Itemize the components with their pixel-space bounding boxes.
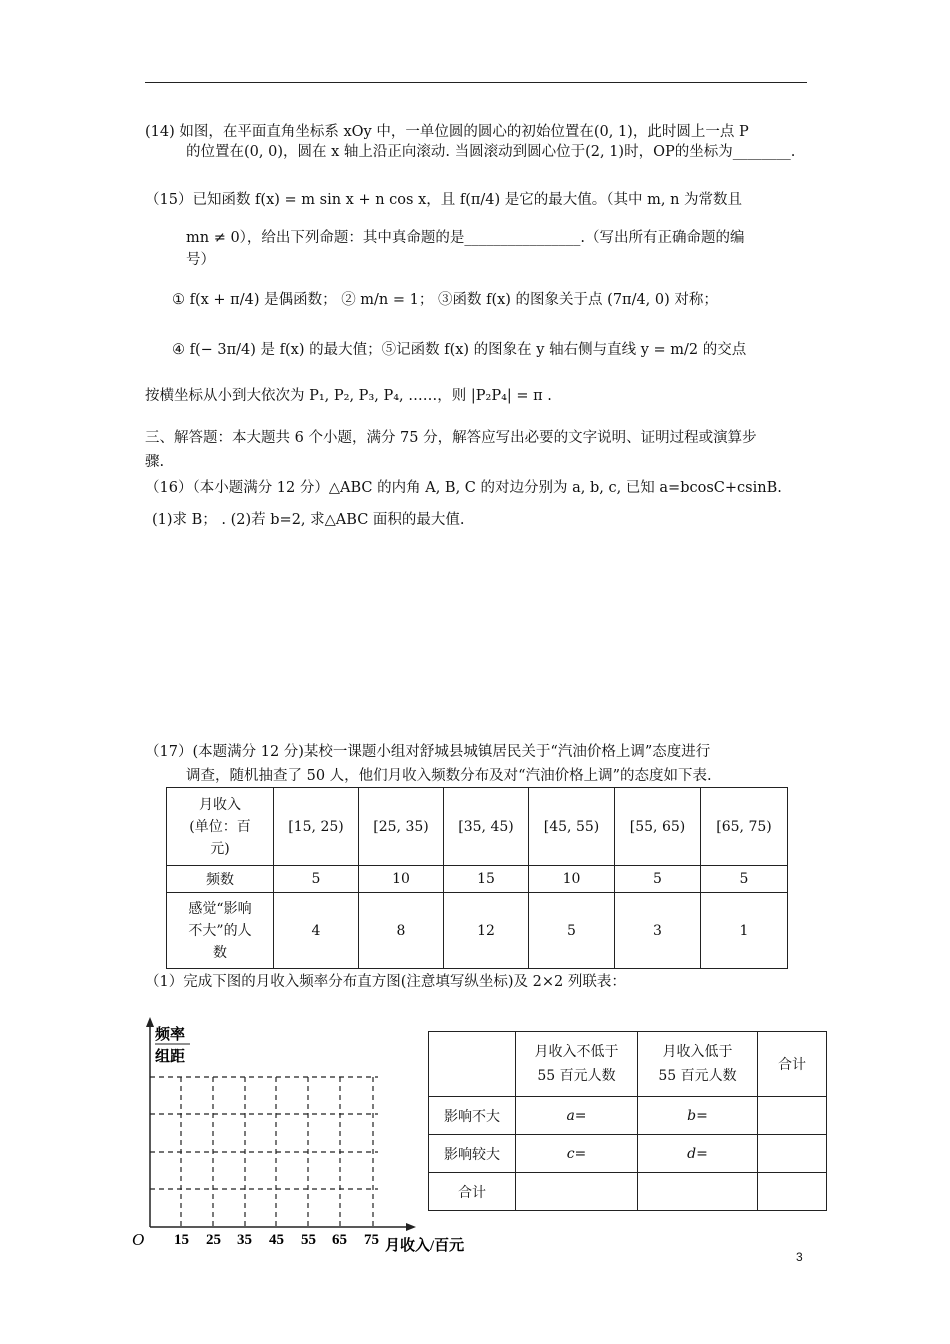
row-label-large-effect: 影响较大 (429, 1135, 516, 1173)
q15-options-3: 按横坐标从小到大依次为 P₁, P₂, P₃, P₄, ……，则 |P₂P₄| = π . (145, 388, 552, 404)
q14-line2: 的位置在(0, 0)，圆在 x 轴上沿正向滚动. 当圆滚动到圆心位于(2, 1)时，OP的坐标为________. (186, 144, 796, 160)
q16-line1: （16）（本小题满分 12 分）△ABC 的内角 A, B, C 的对边分别为 a, b, c, 已知 a=bcosC+csinB. (145, 480, 782, 496)
section3-line1: 三、解答题：本大题共 6 个小题，满分 75 分，解答应写出必要的文字说明、证明过程或演算步 (145, 430, 757, 446)
freq-value: 5 (615, 866, 701, 893)
q15-line2: mn ≠ 0），给出下列命题：其中真命题的是________________.（写出所有正确命题的编 (186, 230, 745, 246)
effect-value: 5 (529, 893, 615, 969)
cell-b: b= (638, 1097, 758, 1135)
cell-empty (638, 1173, 758, 1211)
effect-label: 感觉“影响 不大”的人 数 (167, 893, 274, 969)
page-number: 3 (796, 1250, 803, 1264)
freq-value: 5 (274, 866, 359, 893)
frequency-table (166, 787, 788, 969)
section3-line2: 骤. (145, 454, 165, 470)
freq-value: 10 (359, 866, 444, 893)
freq-value: 5 (701, 866, 788, 893)
header-rule (145, 82, 807, 83)
y-axis-arrow (146, 1017, 154, 1027)
col-header-total: 合计 (758, 1032, 827, 1097)
x-tick-label: 35 (237, 1232, 252, 1248)
effect-value: 4 (274, 893, 359, 969)
interval-cell: [15, 25) (274, 788, 359, 866)
q15-options-2: ④ f(− 3π/4) 是 f(x) 的最大值；⑤记函数 f(x) 的图象在 y 轴右侧与直线 y = m/2 的交点 (172, 342, 747, 358)
row-label-total: 合计 (429, 1173, 516, 1211)
interval-cell: [25, 35) (359, 788, 444, 866)
origin-label: O (132, 1230, 145, 1249)
freq-value: 10 (529, 866, 615, 893)
effect-value: 3 (615, 893, 701, 969)
grid-lines (150, 1077, 378, 1227)
x-axis-arrow (406, 1223, 416, 1231)
interval-cell: [55, 65) (615, 788, 701, 866)
q17-line2: 调查，随机抽查了 50 人，他们月收入频数分布及对“汽油价格上调”的态度如下表. (186, 768, 712, 784)
cell-a: a= (516, 1097, 638, 1135)
contingency-table (428, 1031, 827, 1211)
x-tick-label: 55 (301, 1232, 316, 1248)
x-tick-label: 15 (174, 1232, 189, 1248)
cell-d: d= (638, 1135, 758, 1173)
x-tick-label: 65 (332, 1232, 347, 1248)
col-header-high: 月收入不低于 55 百元人数 (516, 1032, 638, 1097)
effect-value: 8 (359, 893, 444, 969)
x-tick-label: 25 (206, 1232, 221, 1248)
col-header-low: 月收入低于 55 百元人数 (638, 1032, 758, 1097)
cell-empty (758, 1097, 827, 1135)
cell-empty (758, 1173, 827, 1211)
q17-part1: （1）完成下图的月收入频率分布直方图(注意填写纵坐标)及 2×2 列联表： (145, 974, 626, 990)
interval-cell: [35, 45) (444, 788, 529, 866)
q14-line1: (14) 如图，在平面直角坐标系 xOy 中，一单位圆的圆心的初始位置在(0, 1)，此时圆上一点 P (145, 124, 749, 140)
row-label-small-effect: 影响不大 (429, 1097, 516, 1135)
header-cell: 月收入 (单位：百 元) (167, 788, 274, 866)
x-tick-label: 75 (364, 1232, 379, 1248)
cell-c: c= (516, 1135, 638, 1173)
freq-value: 15 (444, 866, 529, 893)
effect-value: 1 (701, 893, 788, 969)
effect-value: 12 (444, 893, 529, 969)
y-label-bottom: 组距 (155, 1049, 186, 1065)
freq-label: 频数 (167, 866, 274, 893)
q15-options-1: ① f(x + π/4) 是偶函数； ② m/n = 1； ③函数 f(x) 的图象关于点 (7π/4, 0) 对称； (172, 292, 718, 308)
cell-empty (758, 1135, 827, 1173)
q17-line1: （17）(本题满分 12 分)某校一课题小组对舒城县城镇居民关于“汽油价格上调”态度进行 (145, 744, 711, 760)
q15-line3: 号） (186, 252, 215, 268)
q16-line2: (1)求 B； . (2)若 b=2, 求△ABC 面积的最大值. (152, 512, 465, 528)
interval-cell: [65, 75) (701, 788, 788, 866)
corner-cell (429, 1032, 516, 1097)
interval-cell: [45, 55) (529, 788, 615, 866)
q15-line1: （15）已知函数 f(x) = m sin x + n cos x，且 f(π/4) 是它的最大值。（其中 m, n 为常数且 (145, 192, 743, 208)
y-label-top: 频率 (155, 1027, 186, 1043)
x-axis-label: 月收入/百元 (385, 1238, 465, 1254)
cell-empty (516, 1173, 638, 1211)
x-tick-label: 45 (269, 1232, 284, 1248)
